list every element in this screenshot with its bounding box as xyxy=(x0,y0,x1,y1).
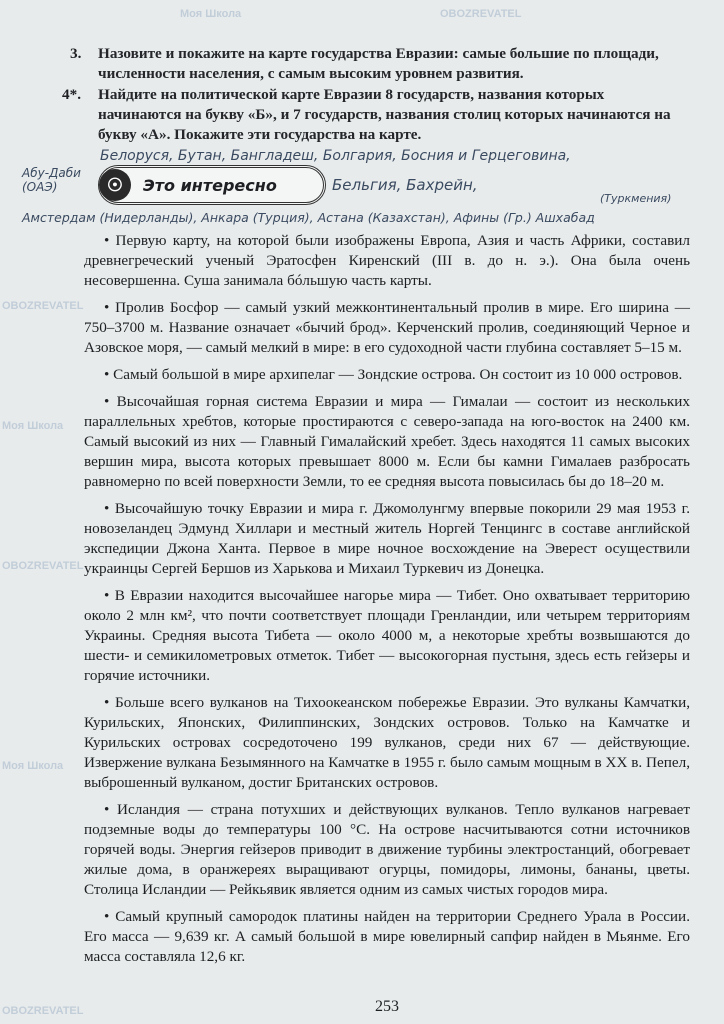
fact-paragraph xyxy=(84,800,690,900)
handwritten-left-note: Абу-Даби (ОАЭ) xyxy=(22,166,81,194)
section-banner xyxy=(98,165,326,205)
paragraph-text: • Самый крупный самородок платины найден на территории Среднего Урала в России. Его масса — 9,639 кг. А самый большой в мире ювелирный сапфир найден в Мьянме. Его масса составляла 12,6 кг. xyxy=(84,908,690,965)
page-number: 253 xyxy=(375,998,399,1015)
watermark: OBOZREVATEL xyxy=(2,1005,84,1017)
paragraph-text: • Больше всего вулканов на Тихоокеанском побережье Евразии. Это вулканы Камчатки, Курильских, Японских, Филиппинских, Зондских островов. Только на Камчатке и Курильских островах сосредоточено 199 вулканов, среди них 67 — действующие. Извержение вулкана Безымянного на Камчатке в 1955 г. было самым мощным в XX в. Пепел, выброшенный вулканом, достиг Британских островов. xyxy=(84,694,690,791)
paragraph-text: • Высочайшую точку Евразии и мира г. Джомолунгму впервые покорили 29 мая 1953 г. новозеландец Эдмунд Хиллари и местный житель Норгей Тенцингс в составе английской экспедиции Джона Ханта. Первое в мире ночное восхождение на Эверест осуществили украинцы Сергей Бершов из Харькова и Михаил Туркевич из Донецка. xyxy=(84,500,690,577)
question-text: Назовите и покажите на карте государства Евразии: самые большие по площади, численности населения, с самым высоким уровнем развития. xyxy=(98,45,659,82)
paragraph-text: • В Евразии находится высочайшее нагорье мира — Тибет. Оно охватывает территорию около 2 млн км², что почти соответствует площади Гренландии, или четырем территориям Украины. Средняя высота Тибета — около 4000 м, а некоторые хребты возвышаются до шести- и семикилометровых отметок. Тибет — высокогорная пустыня, здесь есть гейзеры и горячие источники. xyxy=(84,587,690,684)
handwritten-note-3: Амстердам (Нидерланды), Анкара (Турция), Астана (Казахстан), Афины (Гр.) Ашхабад xyxy=(22,210,595,225)
paragraph-text: • Исландия — страна потухших и действующих вулканов. Теплo вулканов нагревает подземные воды до температуры 100 °С. На острове насчитываются сотни источников горячей воды. Энергия гейзеров приводит в движение турбины электростанций, обогревает жилые дома, в оранжереях выращивают огурцы, помидоры, лимоны, бананы, цветы. Столица Исландии — Рейкьявик является одним из самых чистых городов мира. xyxy=(84,801,690,898)
watermark: Моя Школа xyxy=(2,420,64,432)
question-4 xyxy=(62,85,690,145)
section-title: Это интересно xyxy=(143,175,277,195)
question-number: 4*. xyxy=(62,86,81,103)
facts-list xyxy=(84,231,690,1017)
paragraph-text: • Первую карту, на которой были изображены Европа, Азия и часть Африки, составил древнегреческий ученый Эратосфен Киренский (III в. до н. э.). Она была очень несовершенна. Суша занимала бóльшую часть карты. xyxy=(84,232,690,289)
fact-paragraph xyxy=(84,392,690,492)
question-number: 3. xyxy=(70,45,82,62)
fact-paragraph xyxy=(84,586,690,686)
fact-paragraph xyxy=(84,231,690,291)
fact-paragraph xyxy=(84,365,690,385)
question-3 xyxy=(70,44,690,84)
paragraph-text: • Пролив Босфор — самый узкий межконтинентальный пролив в мире. Его ширина — 750–3700 м. Название означает «бычий брод». Керченский пролив, соединяющий Черное и Азовское моря, — самый мелкий в мире: в его судоходной части глубина составляет 5–15 м. xyxy=(84,299,690,356)
fact-paragraph xyxy=(84,907,690,967)
owl-icon: ☉ xyxy=(99,169,131,201)
watermark: Моя Школа xyxy=(2,760,64,772)
watermark: OBOZREVATEL xyxy=(2,560,84,572)
handwritten-note-2: Бельгия, Бахрейн, xyxy=(332,176,478,194)
handwritten-note-1: Белоруся, Бутан, Бангладеш, Болгария, Босния и Герцеговина, xyxy=(100,148,571,164)
paragraph-text: • Высочайшая горная система Евразии и мира — Гималаи — состоит из нескольких параллельных хребтов, которые простираются с северо-запада на юго-восток на 2400 км. Самый высокий из них — Главный Гималайский хребет. Здесь находятся 11 самых высоких вершин мира, высота которых превышает 8000 м. Если бы камни Гималаев разбросать равномерно по всей поверхности Земли, то ее средняя высота повысилась бы до 18–20 м. xyxy=(84,393,690,490)
watermark: OBOZREVATEL xyxy=(440,8,522,20)
paragraph-text: • Самый большой в мире архипелаг — Зондские острова. Он состоит из 10 000 островов. xyxy=(104,366,683,383)
fact-paragraph xyxy=(84,298,690,358)
fact-paragraph xyxy=(84,499,690,579)
watermark: OBOZREVATEL xyxy=(2,300,84,312)
question-text: Найдите на политической карте Евразии 8 государств, названия которых начинаются на букву «Б», и 7 государств, названия столиц которых начинаются на букву «А». Покажите эти государства на карте. xyxy=(98,86,671,143)
fact-paragraph xyxy=(84,693,690,793)
handwritten-right-note: (Туркмения) xyxy=(600,192,672,205)
watermark: Моя Школа xyxy=(180,8,242,20)
